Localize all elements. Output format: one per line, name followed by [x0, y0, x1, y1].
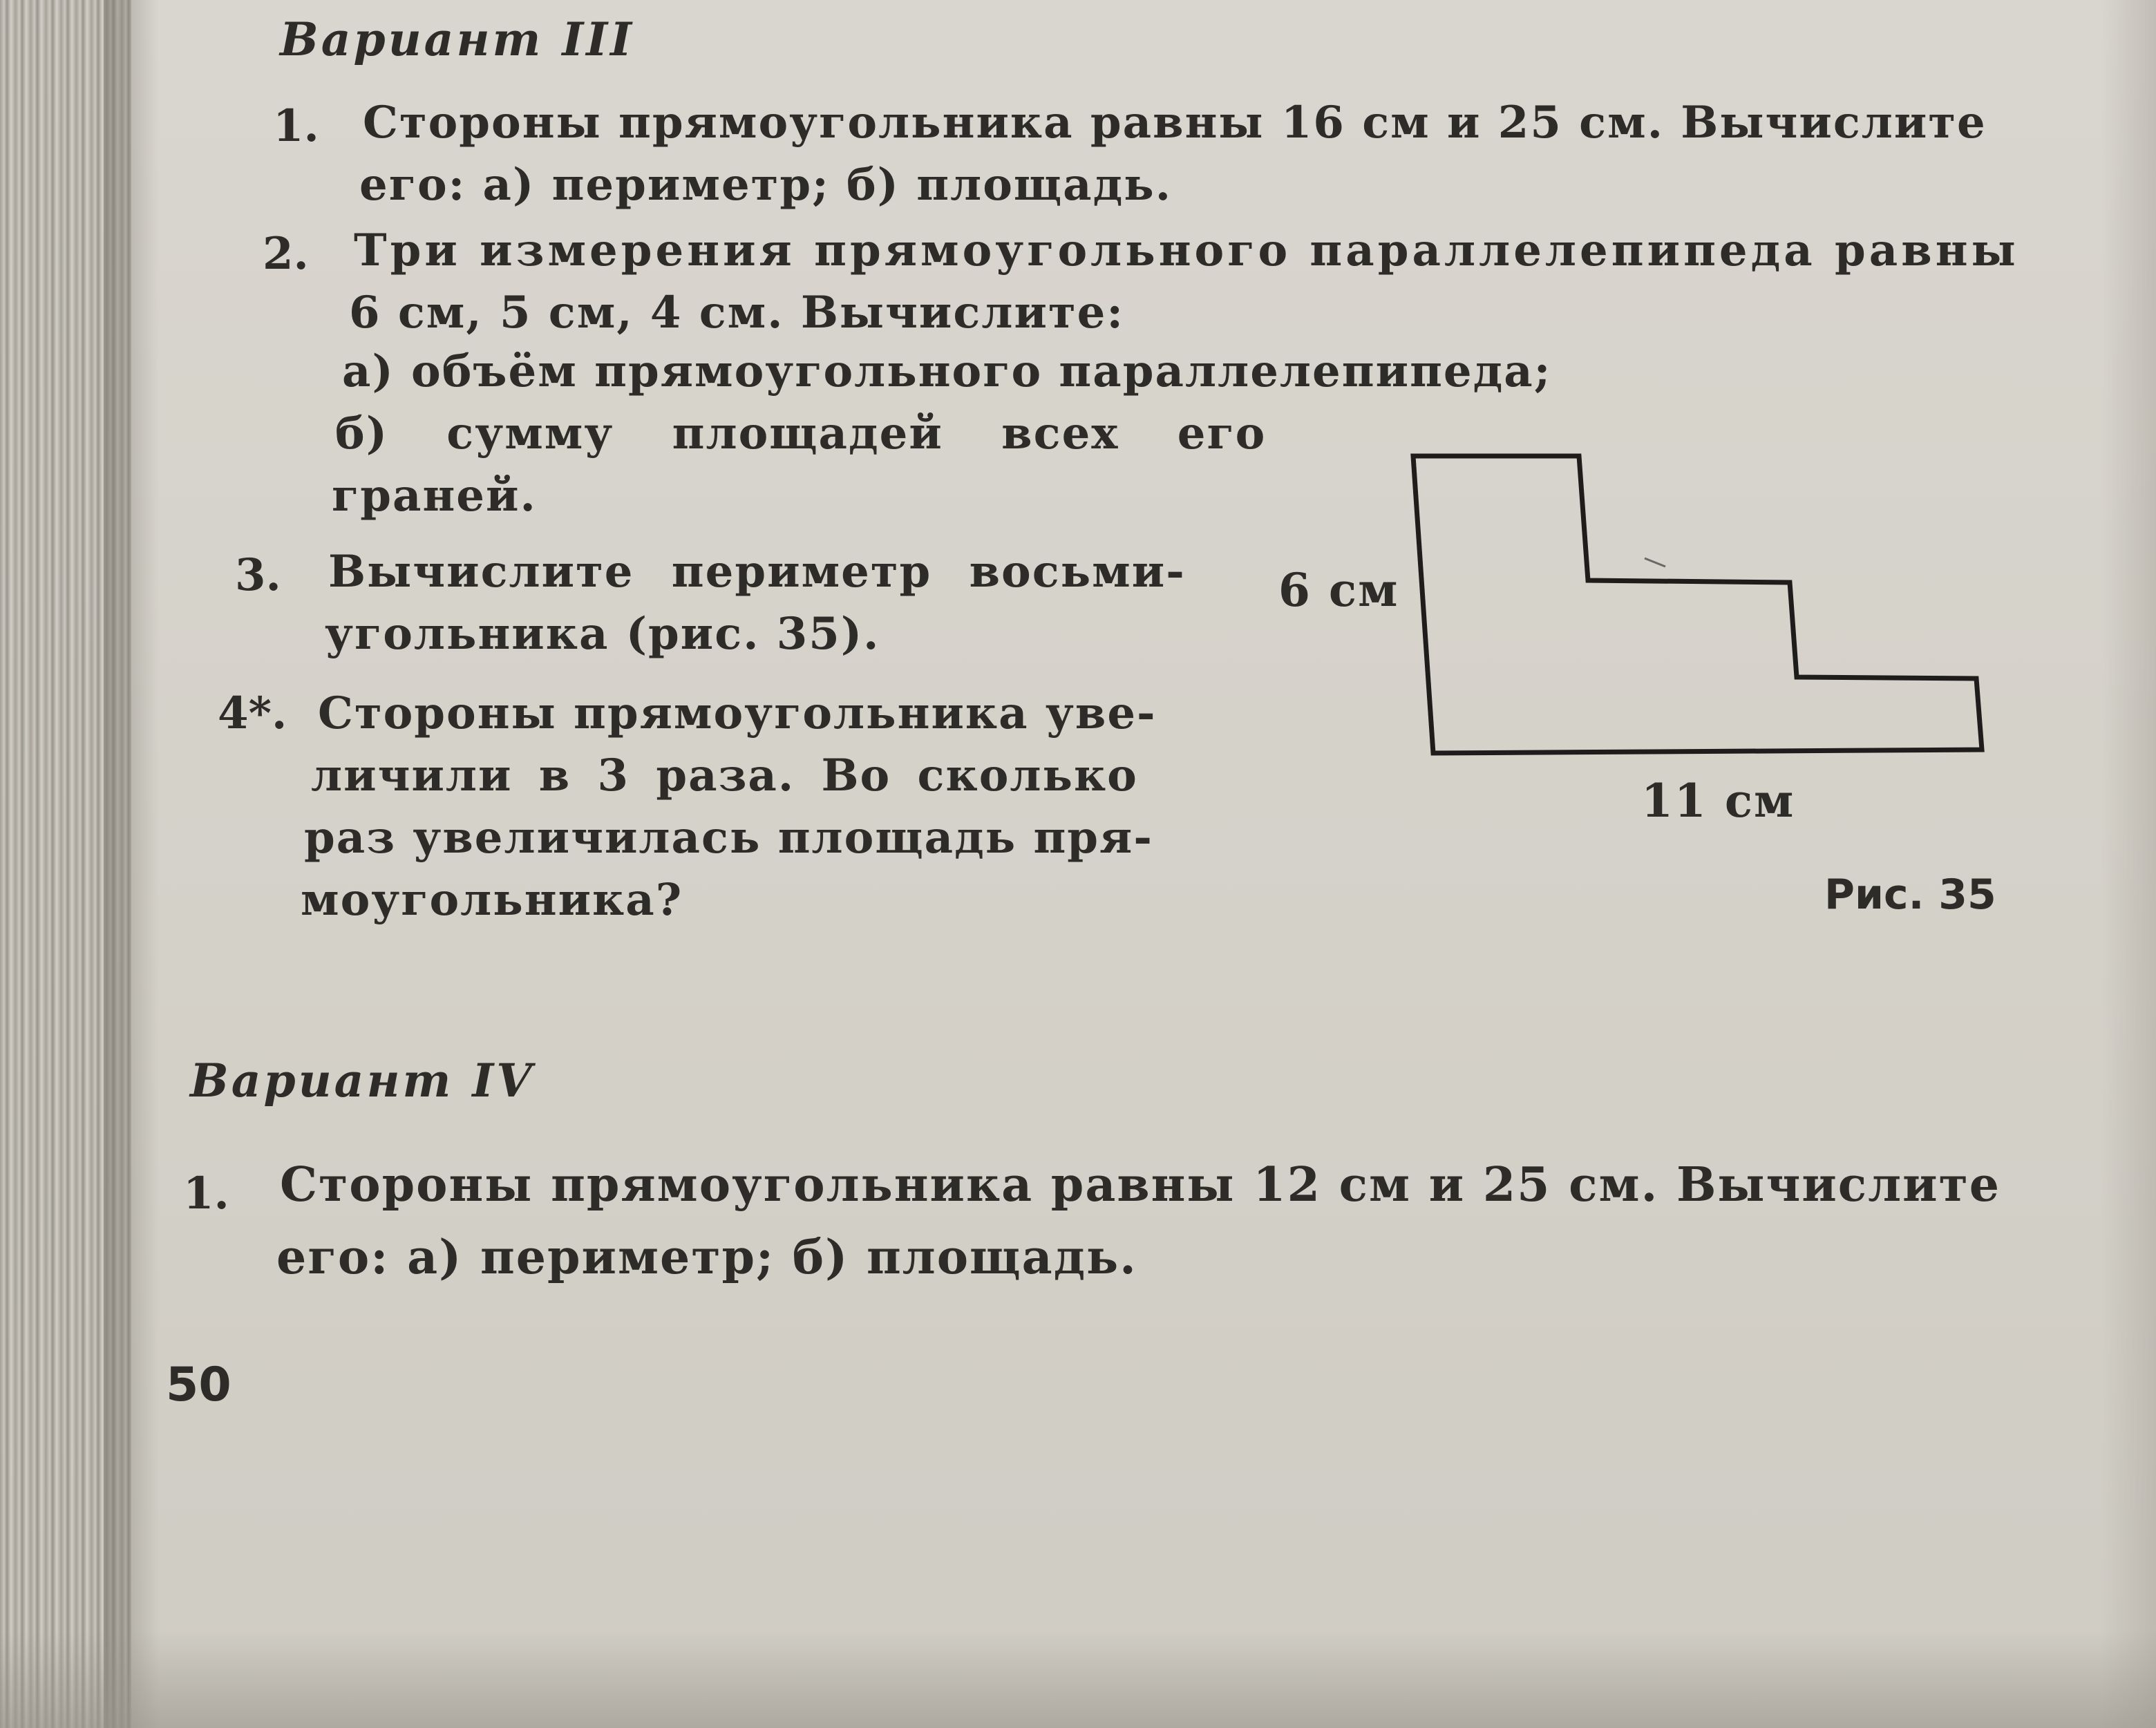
question-text: раз увеличилась площадь пря- — [304, 812, 1153, 864]
right-edge-shadow — [2101, 0, 2156, 1728]
question-number: 2. — [263, 228, 309, 280]
question-number: 1. — [273, 100, 319, 152]
question-text: Стороны прямоугольника уве- — [318, 687, 1157, 739]
question-text: угольника (рис. 35). — [325, 608, 880, 660]
question-text: граней. — [332, 470, 537, 522]
question-number: 1. — [183, 1168, 229, 1219]
bottom-shadow — [0, 1631, 2156, 1728]
question-text: его: а) периметр; б) площадь. — [359, 159, 1172, 211]
variant-3-heading: Вариант III — [280, 12, 634, 66]
question-text: б) сумму площадей всех его — [335, 408, 1267, 459]
pencil-mark — [1645, 558, 1665, 567]
figure-caption: Рис. 35 — [1824, 871, 1996, 919]
question-text: моугольника? — [301, 874, 683, 926]
page-number: 50 — [166, 1358, 231, 1412]
figure-height-label: 6 см — [1278, 563, 1399, 617]
octagon-figure — [1410, 442, 2018, 767]
question-text: 6 см, 5 см, 4 см. Вычислите: — [349, 287, 1124, 339]
spine-shadow — [104, 0, 159, 1728]
question-text: Три измерения прямоугольного параллелепипеда равны — [354, 225, 2019, 276]
question-number: 3. — [235, 549, 281, 601]
question-text: Вычислите периметр восьми- — [328, 546, 1186, 598]
question-text: Стороны прямоугольника равны 16 см и 25 см. Вычислите — [363, 97, 1987, 149]
question-number: 4*. — [218, 687, 287, 739]
variant-4-heading: Вариант IV — [190, 1054, 535, 1108]
octagon-shape — [1413, 456, 1982, 753]
question-text: его: а) периметр; б) площадь. — [276, 1230, 1137, 1285]
question-text: личили в 3 раза. Во сколько — [311, 750, 1138, 801]
figure-width-label: 11 см — [1641, 774, 1795, 828]
question-text: Стороны прямоугольника равны 12 см и 25 см. Вычислите — [280, 1157, 2001, 1213]
question-text: а) объём прямоугольного параллелепипеда; — [342, 345, 1552, 397]
